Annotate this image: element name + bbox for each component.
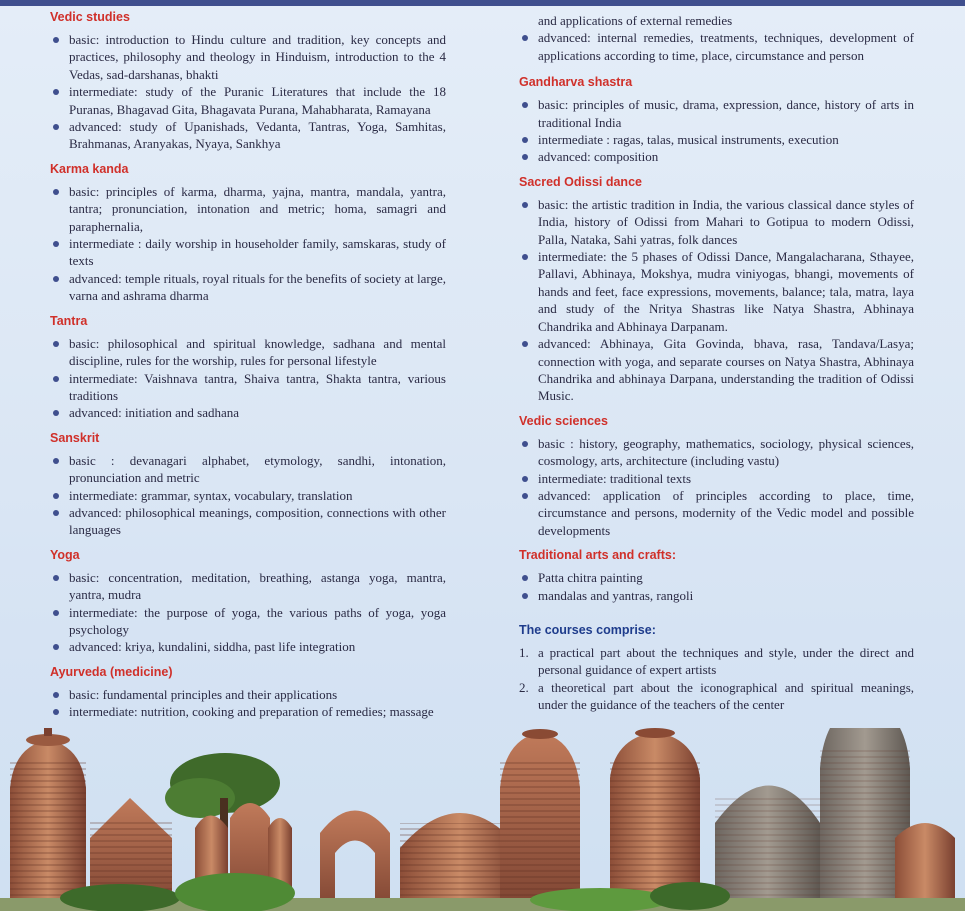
section-heading: Vedic studies <box>50 10 130 24</box>
list-item-text: advanced: Abhinaya, Gita Govinda, bhava, rasa, Tandava/Lasya; connection with yoga, and separate courses on Natya Shastra, Abhinaya Chandrika and abhinaya Darpana, understanding the tradition of Odissi Music. <box>538 336 914 404</box>
list-item-text: advanced: kriya, kundalini, siddha, past life integration <box>69 639 356 655</box>
list-item-text: intermediate: the 5 phases of Odissi Dance, Mangalacharana, Sthayee, Pallavi, Abhinaya, Mokshya, mudra viniyogas, bhangi, movements of hands and feet, face expressions, movements, balance; tala, matra, laya and study of the Nritya Shastras like Natya Shastra, Abhinaya Chandrika and Abhinaya Darpanam. <box>538 249 914 334</box>
section-heading: Yoga <box>50 547 80 562</box>
left-column <box>50 0 446 729</box>
list-item <box>519 196 914 248</box>
list-item <box>50 569 446 604</box>
section-yoga <box>50 547 446 664</box>
list-item-text: basic: introduction to Hindu culture and tradition, key concepts and practices, philosophy and theology in Hinduism, introduction to the 4 Vedas, sad-darshanas, bhakti <box>69 32 446 82</box>
right-column <box>519 0 914 714</box>
list-item-text: basic: principles of karma, dharma, yajna, mantra, mandala, yantra, tantra; pronunciation, intonation and metric; homa, samagri and paraphernalia, <box>69 183 446 234</box>
course-item <box>519 679 914 714</box>
bullet-icon <box>53 575 59 581</box>
list-item <box>50 452 446 487</box>
bullet-icon <box>53 37 59 43</box>
bullet-icon <box>522 493 528 499</box>
bullet-icon <box>522 202 528 208</box>
section-heading: Traditional arts and crafts: <box>519 548 676 563</box>
list-item <box>519 96 914 131</box>
bullet-icon <box>522 154 528 160</box>
bullet-icon <box>53 89 59 95</box>
courses-heading: The courses comprise: <box>519 622 656 637</box>
list-item-text: basic: concentration, meditation, breathing, astanga yoga, mantra, yantra, mudra <box>69 569 446 603</box>
list-item-text: basic: philosophical and spiritual knowledge, sadhana and mental discipline, rules for the worship, rules for personal lifestyle <box>69 335 446 369</box>
section-list <box>519 196 914 405</box>
section-heading: Vedic sciences <box>519 413 608 428</box>
bullet-icon <box>53 241 59 247</box>
list-item <box>519 248 914 335</box>
bullet-icon <box>53 458 59 464</box>
list-item <box>50 335 446 370</box>
continued-list <box>519 29 914 64</box>
bullet-icon <box>522 593 528 599</box>
list-item <box>50 703 446 720</box>
list-item-text: intermediate: grammar, syntax, vocabulary, translation <box>69 487 353 503</box>
bullet-icon <box>53 709 59 715</box>
list-item-text: advanced: internal remedies, treatments, techniques, development of applications according to time, place, circumstance and person <box>538 30 914 63</box>
list-item <box>519 435 914 470</box>
section-list <box>519 569 914 604</box>
list-item-text: advanced: initiation and sadhana <box>69 405 240 421</box>
section-vedic-sciences <box>519 413 914 547</box>
bullet-icon <box>53 493 59 499</box>
list-item-text: advanced: composition <box>538 149 659 165</box>
section-heading: Sacred Odissi dance <box>519 174 642 189</box>
list-item-text: advanced: philosophical meanings, composition, connections with other languages <box>69 504 446 538</box>
bullet-icon <box>53 189 59 195</box>
list-item <box>50 604 446 639</box>
list-item-text: basic : history, geography, mathematics, sociology, physical sciences, cosmology, arts, architecture (including vastu) <box>538 435 914 469</box>
list-item <box>50 183 446 235</box>
section-list <box>50 335 446 422</box>
bullet-icon <box>53 410 59 416</box>
courses-list <box>519 644 914 714</box>
section-list <box>519 96 914 166</box>
bullet-icon <box>522 102 528 108</box>
list-item <box>519 487 914 539</box>
section-heading: Karma kanda <box>50 161 129 176</box>
section-heading: Tantra <box>50 313 88 328</box>
bullet-icon <box>522 254 528 260</box>
list-item-text: advanced: temple rituals, royal rituals for the benefits of society at large, varna and ashrama dharma <box>69 270 446 304</box>
list-item-text: intermediate: nutrition, cooking and preparation of remedies; massage <box>69 704 434 720</box>
section-list <box>50 686 446 721</box>
bullet-icon <box>53 510 59 516</box>
section-sanskrit <box>50 430 446 547</box>
bullet-icon <box>53 610 59 616</box>
section-gandharva-shastra <box>519 74 914 174</box>
list-item <box>50 235 446 270</box>
list-item <box>50 270 446 305</box>
continued-text: and applications of external remedies <box>538 13 733 28</box>
section-tantra <box>50 313 446 430</box>
temple-panorama-illustration <box>0 728 965 911</box>
bullet-icon <box>522 476 528 482</box>
section-traditional-arts-and-crafts <box>519 547 914 612</box>
list-item <box>50 487 446 504</box>
list-item-text: intermediate: Vaishnava tantra, Shaiva tantra, Shakta tantra, various traditions <box>69 370 446 403</box>
section-heading: Ayurveda (medicine) <box>50 664 173 679</box>
list-item-text: Patta chitra painting <box>538 570 643 586</box>
list-item <box>50 404 446 421</box>
list-item <box>50 686 446 703</box>
list-item <box>50 638 446 655</box>
list-item-text: basic: principles of music, drama, expression, dance, history of arts in traditional India <box>538 97 914 130</box>
section-list <box>519 435 914 539</box>
list-item-text: mandalas and yantras, rangoli <box>538 587 694 603</box>
section-sacred-odissi-dance <box>519 174 914 413</box>
list-item <box>519 569 914 586</box>
bullet-icon <box>522 35 528 41</box>
section-list <box>50 31 446 153</box>
section-heading: Sanskrit <box>50 430 100 445</box>
list-item <box>519 148 914 165</box>
section-vedic-studies <box>50 9 446 161</box>
course-text: a theoretical part about the iconographical and spiritual meanings, under the guidance of the teachers of the center <box>538 679 914 713</box>
list-item-text: advanced: study of Upanishads, Vedanta, Tantras, Yoga, Samhitas, Brahmanas, Aranyakas, Nyaya, Sankhya <box>69 119 446 152</box>
list-item-text: basic: fundamental principles and their applications <box>69 686 338 702</box>
list-item-text: basic: the artistic tradition in India, the various classical dance styles of India, history of Odissi from Mahari to Gotipua to modern Odissi, Palla, Nataka, Sahi yatras, folk dances <box>538 196 914 247</box>
section-list <box>50 452 446 539</box>
section-karma-kanda <box>50 161 446 313</box>
section-list <box>50 569 446 656</box>
course-number: 1. <box>519 644 529 660</box>
list-item-text: advanced: application of principles according to place, time, circumstance and persons, modernity of the Vedic model and possible developments <box>538 487 914 538</box>
bullet-icon <box>53 341 59 347</box>
bullet-icon <box>522 137 528 143</box>
list-item <box>519 335 914 405</box>
bullet-icon <box>522 441 528 447</box>
list-item <box>519 587 914 604</box>
list-item <box>50 31 446 83</box>
list-item <box>50 370 446 405</box>
bullet-icon <box>53 376 59 382</box>
bullet-icon <box>522 575 528 581</box>
list-item-text: intermediate : ragas, talas, musical instruments, execution <box>538 132 839 148</box>
list-item-text: intermediate: study of the Puranic Literatures that include the 18 Puranas, Bhagavad Gita, Bhagavata Purana, Mahabharata, Ramayana <box>69 84 446 117</box>
bullet-icon <box>53 644 59 650</box>
bullet-icon <box>522 341 528 347</box>
list-item-text: intermediate : daily worship in householder family, samskaras, study of texts <box>69 236 446 269</box>
bullet-icon <box>53 692 59 698</box>
list-item <box>519 29 914 64</box>
list-item-text: intermediate: traditional texts <box>538 470 692 486</box>
list-item-text: basic : devanagari alphabet, etymology, sandhi, intonation, pronunciation and metric <box>69 452 446 486</box>
section-heading: Gandharva shastra <box>519 75 633 90</box>
list-item-text: intermediate: the purpose of yoga, the various paths of yoga, yoga psychology <box>69 604 446 637</box>
list-item <box>50 504 446 539</box>
course-text: a practical part about the techniques and style, under the direct and personal guidance of expert artists <box>538 644 914 678</box>
course-item <box>519 644 914 679</box>
section-list <box>50 183 446 305</box>
list-item <box>50 118 446 153</box>
list-item <box>50 83 446 118</box>
bullet-icon <box>53 124 59 130</box>
bullet-icon <box>53 276 59 282</box>
list-item <box>519 470 914 487</box>
course-number: 2. <box>519 679 529 695</box>
temple-left-icon <box>10 728 86 911</box>
list-item <box>519 131 914 148</box>
section-ayurveda-medicine <box>50 664 446 729</box>
